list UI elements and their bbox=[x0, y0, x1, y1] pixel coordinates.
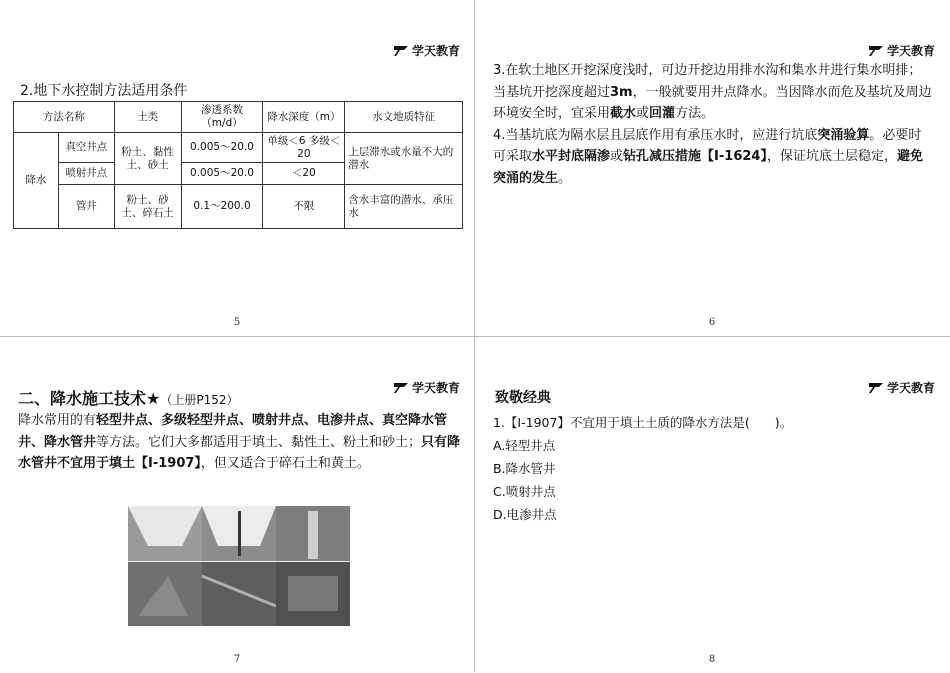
option-c: C.喷射井点 bbox=[493, 484, 556, 499]
brand-logo bbox=[394, 379, 460, 396]
table-row bbox=[14, 133, 463, 163]
brand-mark-icon bbox=[869, 46, 883, 56]
soil-cell: 粉土、黏性土、砂土 bbox=[114, 133, 181, 185]
option-a: A.轻型井点 bbox=[493, 438, 556, 453]
permeability-cell: 0.1～200.0 bbox=[181, 185, 263, 229]
page-8 bbox=[475, 337, 949, 673]
brand-name: 学天教育 bbox=[886, 44, 935, 58]
group-cell: 降水 bbox=[14, 133, 59, 229]
brand-mark-icon bbox=[869, 383, 883, 393]
page-6 bbox=[475, 0, 949, 336]
page-number: 8 bbox=[708, 654, 716, 665]
brand-name: 学天教育 bbox=[886, 381, 935, 395]
depth-cell: ＜20 bbox=[263, 163, 345, 185]
method-cell: 喷射井点 bbox=[58, 163, 114, 185]
header-depth: 降水深度（m） bbox=[263, 102, 345, 133]
brand-name: 学天教育 bbox=[411, 381, 460, 395]
table-row bbox=[14, 185, 463, 229]
header-permeability: 渗透系数（m/d） bbox=[181, 102, 263, 133]
brand-name: 学天教育 bbox=[411, 44, 460, 58]
option-b: B.降水管井 bbox=[493, 461, 556, 476]
page-5 bbox=[0, 0, 474, 336]
table-header-row bbox=[14, 102, 463, 133]
feature-cell: 上层滞水或水量不大的潜水 bbox=[345, 133, 463, 185]
method-cell: 真空井点 bbox=[58, 133, 114, 163]
body-text bbox=[493, 60, 933, 189]
feature-cell: 含水丰富的潜水、承压水 bbox=[345, 185, 463, 229]
header-feature: 水文地质特征 bbox=[345, 102, 463, 133]
soil-cell: 粉土、砂土、碎石土 bbox=[114, 185, 181, 229]
page-number: 6 bbox=[708, 317, 716, 328]
depth-cell: 不限 bbox=[263, 185, 345, 229]
page-title: 2.地下水控制方法适用条件 bbox=[20, 83, 188, 99]
page-number: 7 bbox=[233, 654, 241, 665]
header-method: 方法名称 bbox=[14, 102, 115, 133]
question-text: 1.【Ⅰ-1907】不宜用于填土土质的降水方法是( )。 bbox=[493, 415, 793, 430]
section-heading: 二、降水施工技术★（上册P152） bbox=[18, 389, 239, 408]
paragraph-3: 3.在软土地区开挖深度浅时，可边开挖边用排水沟和集水井进行集水明排；当基坑开挖深度超过3m，一般就要用井点降水。当因降水而危及基坑及周边环境安全时，宜采用截水或回灌方法。 bbox=[493, 63, 932, 121]
brand-logo bbox=[394, 42, 460, 59]
header-soil: 土类 bbox=[114, 102, 181, 133]
dewatering-illustration bbox=[128, 506, 350, 626]
brand-logo bbox=[869, 42, 935, 59]
page-7 bbox=[0, 337, 474, 673]
brand-mark-icon bbox=[394, 383, 408, 393]
question-block bbox=[493, 411, 792, 526]
method-cell: 管井 bbox=[58, 185, 114, 229]
paragraph-4: 4.当基坑底为隔水层且层底作用有承压水时，应进行坑底突涌验算。必要时可采取水平封底隔渗或钻孔减压措施【Ⅰ-1624】，保证坑底土层稳定，避免突涌的发生。 bbox=[493, 127, 923, 186]
page-number: 5 bbox=[233, 317, 241, 328]
section-body: 降水常用的有轻型井点、多级轻型井点、喷射井点、电渗井点、真空降水管井、降水管井等方法。它们大多都适用于填土、黏性土、粉土和砂土；只有降水管井不宜用于填土【Ⅰ-1907】，但又适合于碎石土和黄土。 bbox=[18, 413, 461, 471]
permeability-cell: 0.005～20.0 bbox=[181, 133, 263, 163]
brand-mark-icon bbox=[394, 46, 408, 56]
section-heading: 致敬经典 bbox=[495, 390, 551, 406]
brand-logo bbox=[869, 379, 935, 396]
depth-cell: 单级＜6 多级＜20 bbox=[263, 133, 345, 163]
groundwater-table bbox=[13, 101, 463, 229]
option-d: D.电渗井点 bbox=[493, 507, 557, 522]
permeability-cell: 0.005～20.0 bbox=[181, 163, 263, 185]
